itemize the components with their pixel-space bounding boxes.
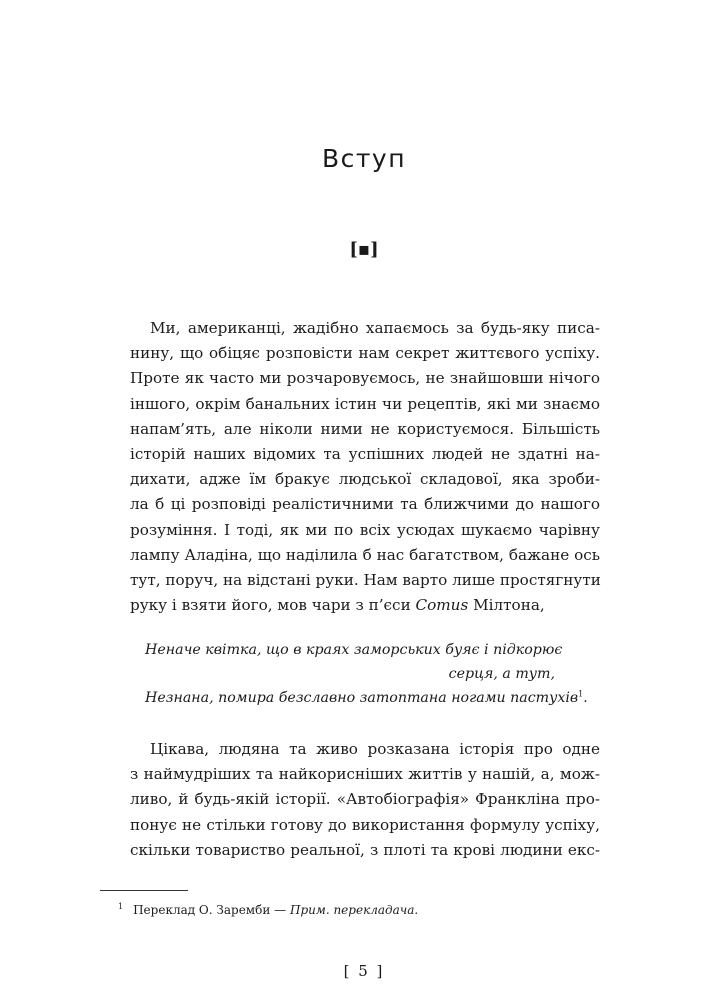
footnote-note: Прим. перекладача. <box>290 903 419 917</box>
paragraph-line: нину, що обіцяє розповісти нам секрет життєвого успіху. <box>130 344 600 363</box>
verse-line-2: серця, а тут, <box>448 666 555 682</box>
paragraph-1 <box>130 316 600 618</box>
paragraph-line: тут, поруч, на відстані руки. Нам варто лише простягнути <box>130 571 601 590</box>
paragraph-line: з наймудріших та найкорисніших життів у нашій, а, мож- <box>130 765 600 784</box>
paragraph-line: історій наших відомих та успішних людей не здатні на- <box>130 445 600 464</box>
paragraph-line: понує не стільки готову до використання формулу успіху, <box>130 815 600 834</box>
paragraph-line: ливо, й будь-якій історії. «Автобіографія» Франкліна про- <box>130 790 600 809</box>
footnote-divider <box>100 890 188 891</box>
last-line-prefix: руку і взяти його, мов чари з п’єси <box>130 596 416 615</box>
footnote-reference: 1 <box>578 689 584 699</box>
verse-line-3-end: . <box>583 690 588 706</box>
verse-line-1: Неначе квітка, що в краях заморських буяє і підкорює <box>145 642 563 658</box>
paragraph-line: розуміння. І тоді, як ми по всіх усюдах шукаємо чарівну <box>130 520 600 539</box>
paragraph-line: Проте як часто ми розчаровуємось, не знайшовши нічого <box>130 369 600 388</box>
verse-line-3-text: Незнана, помира безславно затоптана ногами пастухів <box>145 690 579 706</box>
footnote-number: 1 <box>118 902 124 911</box>
footnote-text: Переклад О. Заремби — <box>133 903 290 917</box>
paragraph-line: напам’ять, але ніколи ними не користуємося. Більшість <box>130 419 600 438</box>
paragraph-line: Ми, американці, жадібно хапаємось за будь-яку писа- <box>150 319 600 337</box>
paragraph-line: дихати, адже їм бракує людської складової, яка зроби- <box>130 470 600 489</box>
paragraph-line: лампу Аладіна, що наділила б нас багатством, бажане ось <box>130 545 600 564</box>
section-ornament: [▪] <box>349 239 379 260</box>
footnote <box>118 902 418 918</box>
verse-line-3 <box>145 686 588 710</box>
paragraph-2 <box>130 737 600 863</box>
verse-quote <box>145 638 588 710</box>
paragraph-last-line <box>130 593 600 618</box>
paragraph-line: іншого, окрім банальних істин чи рецептів, які ми знаємо <box>130 394 600 413</box>
paragraph-line: скільки товариство реальної, з плоті та крові людини екс- <box>130 840 600 859</box>
last-line-suffix: Мілтона, <box>468 596 545 615</box>
page-number: [ 5 ] <box>343 962 385 980</box>
paragraph-line: ла б ці розповіді реалістичними та ближчими до нашого <box>130 495 600 514</box>
paragraph-line: Цікава, людяна та живо розказана історія про одне <box>150 740 600 758</box>
chapter-title: Вступ <box>321 144 407 173</box>
work-title-italic: Comus <box>415 596 469 615</box>
